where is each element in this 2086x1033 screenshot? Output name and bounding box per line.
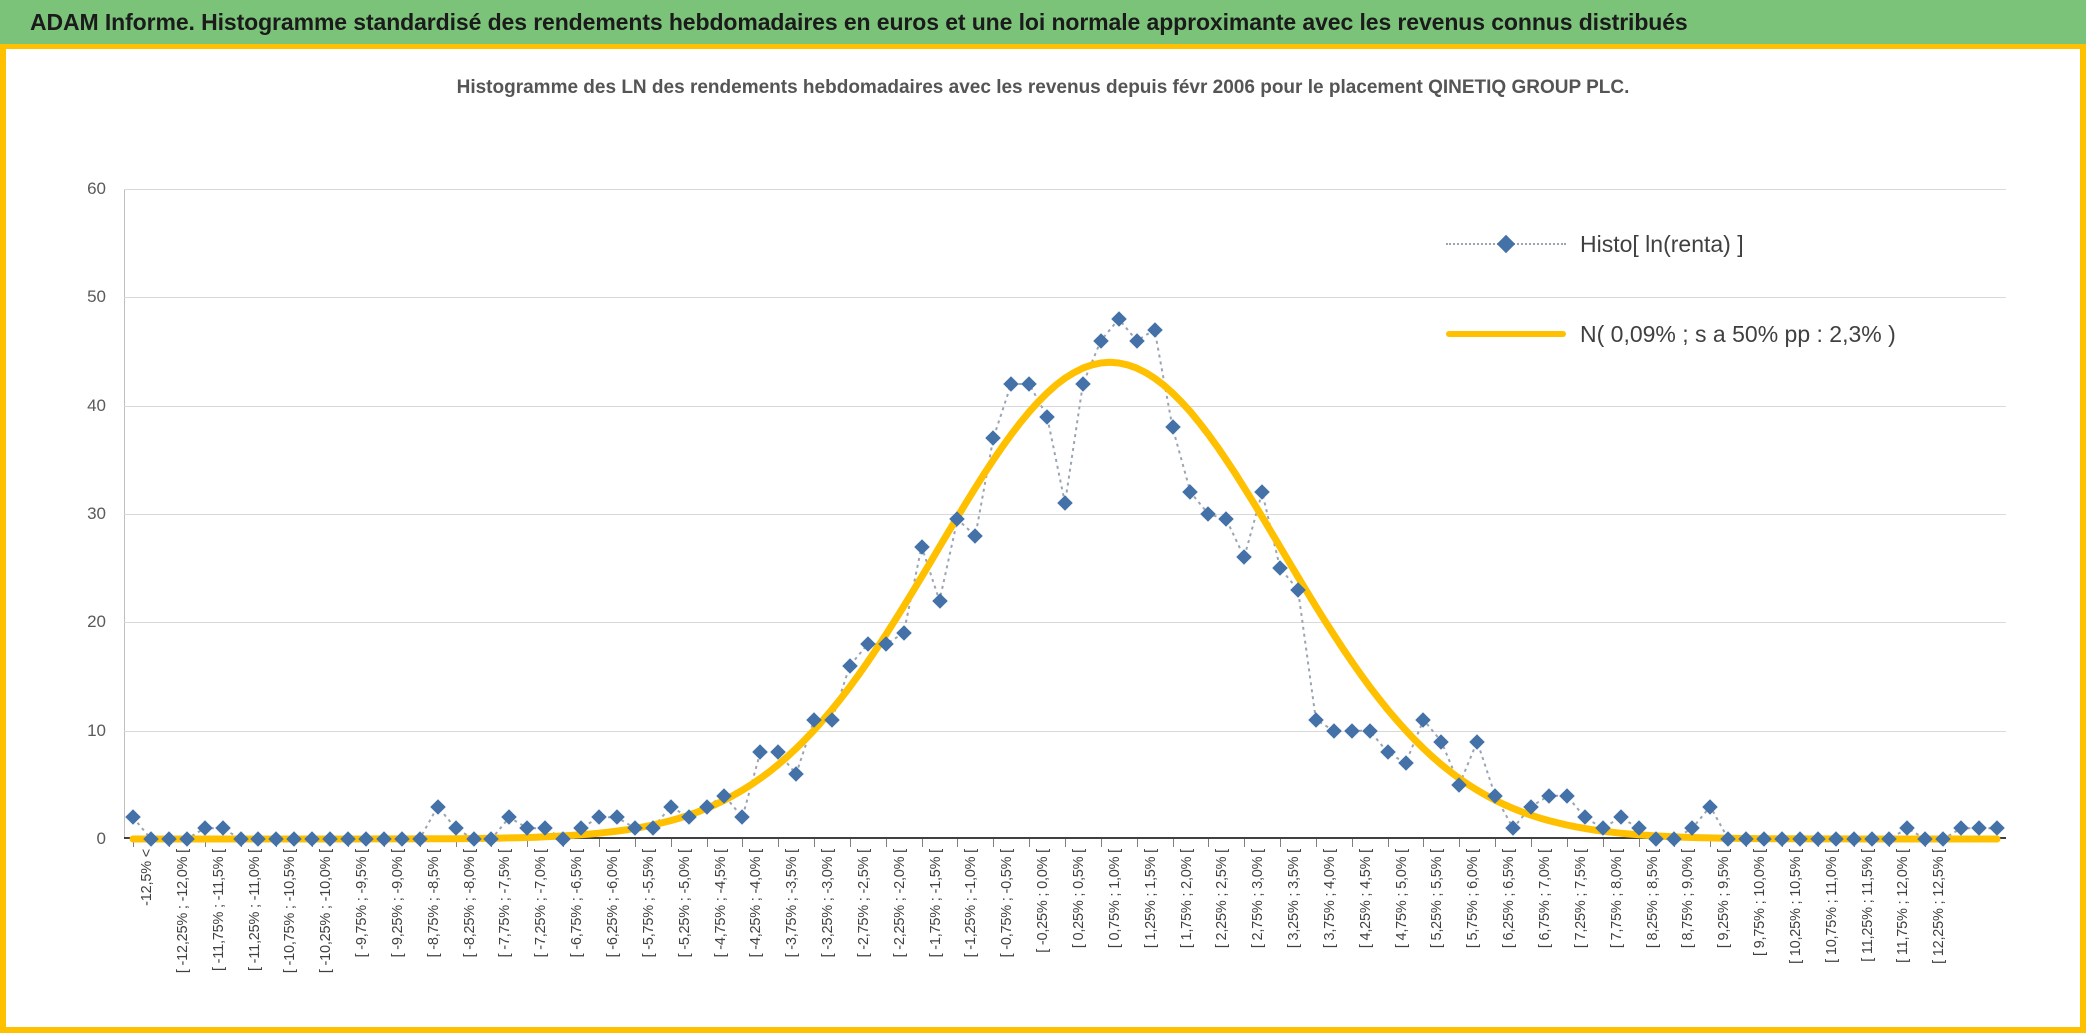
x-tick-label: [ -12,25% ; -12,0% [ [174,849,191,974]
x-tick-mark [1639,839,1640,847]
chart-title: Histogramme des LN des rendements hebdomadaires avec les revenus depuis févr 2006 pour le placement QINETIQ GROUP PLC. [456,77,1630,98]
x-tick-mark [1603,839,1604,847]
x-tick-label: [ 7,75% ; 8,0% [ [1608,849,1625,949]
x-tick-mark [1388,839,1389,847]
x-tick-mark [1029,839,1030,847]
x-tick-mark [671,839,672,847]
x-tick-mark [922,839,923,847]
x-tick-label: [ 8,75% ; 9,0% [ [1680,849,1697,949]
y-tick-label: 10 [87,720,106,740]
x-tick-label: [ 12,25% ; 12,5% [ [1931,849,1948,964]
x-tick-label: [ -2,75% ; -2,5% [ [855,849,872,958]
x-tick-mark [1173,839,1174,847]
legend-label-histogram: Histo[ ln(renta) ] [1580,230,1744,257]
x-tick-label: [ -3,25% ; -3,0% [ [820,849,837,958]
x-tick-mark [1280,839,1281,847]
x-tick-label: [ 10,25% ; 10,5% [ [1787,849,1804,964]
x-tick-label: [ -1,75% ; -1,5% [ [927,849,944,958]
x-tick-label: [ -0,75% ; -0,5% [ [999,849,1016,958]
x-tick-label: [ -8,75% ; -8,5% [ [425,849,442,958]
x-tick-label: [ 11,25% ; 11,5% [ [1859,849,1876,962]
x-tick-label: -12,5% < [138,849,155,906]
x-tick-mark [778,839,779,847]
x-tick-mark [886,839,887,847]
x-tick-label: [ -4,75% ; -4,5% [ [712,849,729,958]
x-tick-label: [ 10,75% ; 11,0% [ [1823,849,1840,963]
legend-entry-histogram[interactable] [1446,224,1916,264]
x-tick-label: [ 3,25% ; 3,5% [ [1286,849,1303,949]
x-tick-label: [ -11,75% ; -11,5% [ [210,849,227,971]
legend-entry-normal[interactable] [1446,314,1916,354]
y-tick-label: 30 [87,504,106,523]
x-tick-mark [1495,839,1496,847]
x-tick-mark [850,839,851,847]
x-tick-label: [ -5,75% ; -5,5% [ [640,849,657,958]
x-tick-label: [ 9,25% ; 9,5% [ [1716,849,1733,949]
x-tick-mark [993,839,994,847]
x-tick-label: [ 6,25% ; 6,5% [ [1501,849,1518,949]
x-tick-label: [ 3,75% ; 4,0% [ [1321,849,1338,949]
y-tick-label: 0 [96,829,106,848]
x-tick-mark [1101,839,1102,847]
legend-swatch-normal [1446,323,1566,345]
bottom-rail [0,1027,2086,1033]
x-tick-label: [ 0,75% ; 1,0% [ [1106,849,1123,949]
x-tick-mark [814,839,815,847]
x-tick-mark [599,839,600,847]
x-tick-mark [1137,839,1138,847]
right-rail [2080,44,2086,1033]
legend-label-normal: N( 0,09% ; s a 50% pp : 2,3% ) [1580,320,1896,347]
x-tick-mark [635,839,636,847]
x-tick-label: [ 4,75% ; 5,0% [ [1393,849,1410,949]
chart-container [6,49,2080,1027]
x-tick-label: [ 6,75% ; 7,0% [ [1537,849,1554,949]
legend-swatch-histogram [1446,233,1566,255]
x-tick-mark [1065,839,1066,847]
x-tick-label: [ -5,25% ; -5,0% [ [676,849,693,958]
x-tick-label: [ -9,25% ; -9,0% [ [389,849,406,958]
x-tick-label: [ -10,25% ; -10,0% [ [318,849,335,974]
x-tick-mark [742,839,743,847]
header-banner [0,0,2086,44]
x-tick-label: [ -0,25% ; 0,0% [ [1035,849,1052,953]
normal-curve [133,362,1997,839]
chart-legend [1446,224,1916,404]
x-tick-label: [ -4,25% ; -4,0% [ [748,849,765,958]
x-tick-label: [ 2,25% ; 2,5% [ [1214,849,1231,949]
x-tick-label: [ -11,25% ; -11,0% [ [246,849,263,971]
x-tick-label: [ -7,25% ; -7,0% [ [533,849,550,958]
x-tick-label: [ -7,75% ; -7,5% [ [497,849,514,958]
x-tick-label: [ 1,25% ; 1,5% [ [1142,849,1159,949]
x-tick-mark [1316,839,1317,847]
x-tick-mark [1567,839,1568,847]
x-tick-mark [1244,839,1245,847]
x-tick-label: [ -6,25% ; -6,0% [ [604,849,621,958]
x-tick-label: [ 0,25% ; 0,5% [ [1071,849,1087,949]
x-tick-mark [1208,839,1209,847]
x-tick-label: [ 7,25% ; 7,5% [ [1572,849,1589,949]
x-tick-label: [ -3,75% ; -3,5% [ [784,849,801,958]
x-tick-mark [957,839,958,847]
banner-title: ADAM Informe. Histogramme standardisé des rendements hebdomadaires en euros et une loi normale approximante avec les revenus connus distribués [30,8,1688,35]
y-tick-label: 40 [87,395,106,415]
x-tick-label: [ -10,75% ; -10,5% [ [282,849,299,974]
x-tick-label: [ -1,25% ; -1,0% [ [963,849,980,958]
x-tick-label: [ 8,25% ; 8,5% [ [1644,849,1661,949]
x-tick-mark [1531,839,1532,847]
x-tick-mark [1423,839,1424,847]
x-tick-label: [ 11,75% ; 12,0% [ [1895,849,1912,963]
x-tick-label: [ -9,75% ; -9,5% [ [354,849,371,958]
x-tick-label: [ 5,75% ; 6,0% [ [1465,849,1482,949]
x-tick-mark [707,839,708,847]
x-tick-label: [ 5,25% ; 5,5% [ [1429,849,1446,949]
x-tick-mark [1459,839,1460,847]
x-tick-label: [ -2,25% ; -2,0% [ [891,849,908,958]
x-tick-label: [ -6,75% ; -6,5% [ [569,849,586,958]
x-tick-label: [ 9,75% ; 10,0% [ [1752,849,1769,957]
x-tick-label: [ -8,25% ; -8,0% [ [461,849,478,958]
y-tick-label: 60 [87,179,106,198]
y-tick-label: 20 [87,612,106,632]
x-tick-label: [ 4,25% ; 4,5% [ [1357,849,1374,949]
x-tick-mark [1352,839,1353,847]
y-tick-label: 50 [87,287,106,307]
x-tick-label: [ 1,75% ; 2,0% [ [1178,849,1195,949]
x-tick-label: [ 2,75% ; 3,0% [ [1250,849,1267,949]
